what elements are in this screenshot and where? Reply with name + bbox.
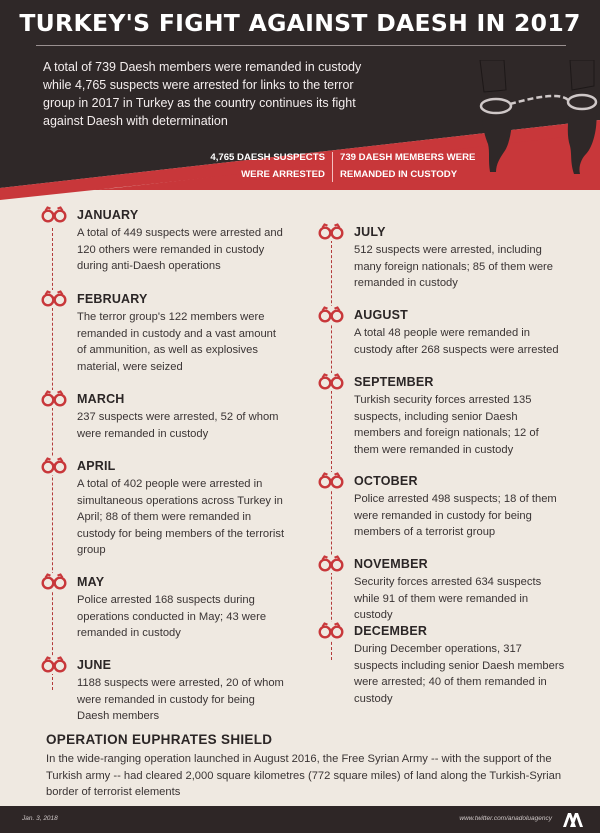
- handcuffs-icon: [41, 390, 67, 413]
- handcuffs-icon: [318, 472, 344, 495]
- handcuffs-icon: [41, 206, 67, 229]
- month-name: JULY: [354, 225, 386, 239]
- month-name: MARCH: [77, 392, 125, 406]
- month-description: Security forces arrested 634 suspects while 91 of them were remanded in custody: [354, 576, 542, 621]
- month-entry-june: [77, 657, 287, 725]
- timeline-right-line: [331, 240, 332, 660]
- stat-divider: [332, 152, 333, 182]
- month-description: 237 suspects were arrested, 52 of whom were remanded in custody: [77, 411, 279, 440]
- month-description: 1188 suspects were arrested, 20 of whom were remanded in custody for being Daesh members: [77, 677, 284, 722]
- header: [0, 0, 600, 200]
- footer-date: Jan. 3, 2018: [22, 815, 58, 822]
- handcuffs-icon: [41, 290, 67, 313]
- month-entry-september: [354, 374, 564, 458]
- month-entry-july: [354, 224, 569, 292]
- handcuffs-icon: [318, 622, 344, 645]
- month-description: The terror group's 122 members were remanded in custody and a vast amount of ammunition, as well as explosives material, were seized: [77, 311, 277, 373]
- handcuffs-icon: [318, 555, 344, 578]
- handcuffs-icon: [318, 223, 344, 246]
- month-description: 512 suspects were arrested, including many foreign nationals; 85 of them were remanded in custody: [354, 244, 553, 289]
- month-entry-october: [354, 473, 569, 541]
- month-name: MAY: [77, 575, 105, 589]
- month-entry-april: [77, 458, 292, 559]
- operation-title: OPERATION EUPHRATES SHIELD: [46, 732, 273, 747]
- handcuffs-icon: [41, 457, 67, 480]
- month-name: OCTOBER: [354, 474, 418, 488]
- month-entry-august: [354, 307, 569, 358]
- intro-text: A total of 739 Daesh members were remanded in custody while 4,765 suspects were arrested for links to the terror group in 2017 in Turkey as the country continues its fight against Daesh with determination: [43, 60, 362, 128]
- page-title: TURKEY'S FIGHT AGAINST DAESH IN 2017: [19, 9, 581, 37]
- month-entry-december: [354, 623, 569, 707]
- month-entry-february: [77, 291, 287, 375]
- month-description: Police arrested 168 suspects during operations conducted in May; 43 were remanded in custody: [77, 594, 267, 639]
- handcuffs-icon: [318, 373, 344, 396]
- handcuffs-icon: [318, 306, 344, 329]
- title-divider: [36, 45, 566, 46]
- month-description: Police arrested 498 suspects; 18 of them were remanded in custody for being members of a terrorist group: [354, 493, 557, 538]
- handcuffs-icon: [41, 573, 67, 596]
- anadolu-logo-icon: [562, 811, 584, 828]
- month-description: A total of 402 people were arrested in simultaneous operations across Turkey in April; 88 of them were remanded in custody for being members of the terrorist group: [77, 478, 285, 556]
- cuffed-hands-icon: [470, 60, 600, 190]
- month-description: A total of 449 suspects were arrested and 120 others were remanded in custody during anti-Daesh operations: [77, 227, 283, 272]
- month-name: JUNE: [77, 658, 112, 672]
- month-name: AUGUST: [354, 308, 408, 322]
- month-entry-march: [77, 391, 297, 442]
- month-description: Turkish security forces arrested 135 suspects, including senior Daesh members and foreign nationals; 12 of them were remanded in custody: [354, 394, 539, 456]
- handcuffs-icon: [41, 656, 67, 679]
- stat-arrested: 4,765 DAESH SUSPECTS WERE ARRESTED: [210, 152, 325, 180]
- month-description: A total 48 people were remanded in custody after 268 suspects were arrested: [354, 327, 559, 356]
- month-name: FEBRUARY: [77, 292, 148, 306]
- month-entry-january: [77, 207, 287, 275]
- month-entry-november: [354, 556, 569, 624]
- month-name: DECEMBER: [354, 624, 428, 638]
- month-name: JANUARY: [77, 208, 139, 222]
- month-name: SEPTEMBER: [354, 375, 434, 389]
- footer: [0, 806, 600, 833]
- stat-remanded: 739 DAESH MEMBERS WERE REMANDED IN CUSTODY: [340, 152, 476, 180]
- month-name: APRIL: [77, 459, 116, 473]
- month-name: NOVEMBER: [354, 557, 428, 571]
- footer-twitter-link[interactable]: www.twitter.com/anadoluagency: [459, 815, 552, 822]
- operation-text: In the wide-ranging operation launched in August 2016, the Free Syrian Army -- with the support of the Turkish army -- had cleared 2,000 square kilometres (772 square miles) of land along the Turkish-Syrian border of terrorist elements: [46, 753, 562, 798]
- month-description: During December operations, 317 suspects including senior Daesh members were arrested; 40 of them remanded in custody: [354, 643, 565, 705]
- month-entry-may: [77, 574, 287, 642]
